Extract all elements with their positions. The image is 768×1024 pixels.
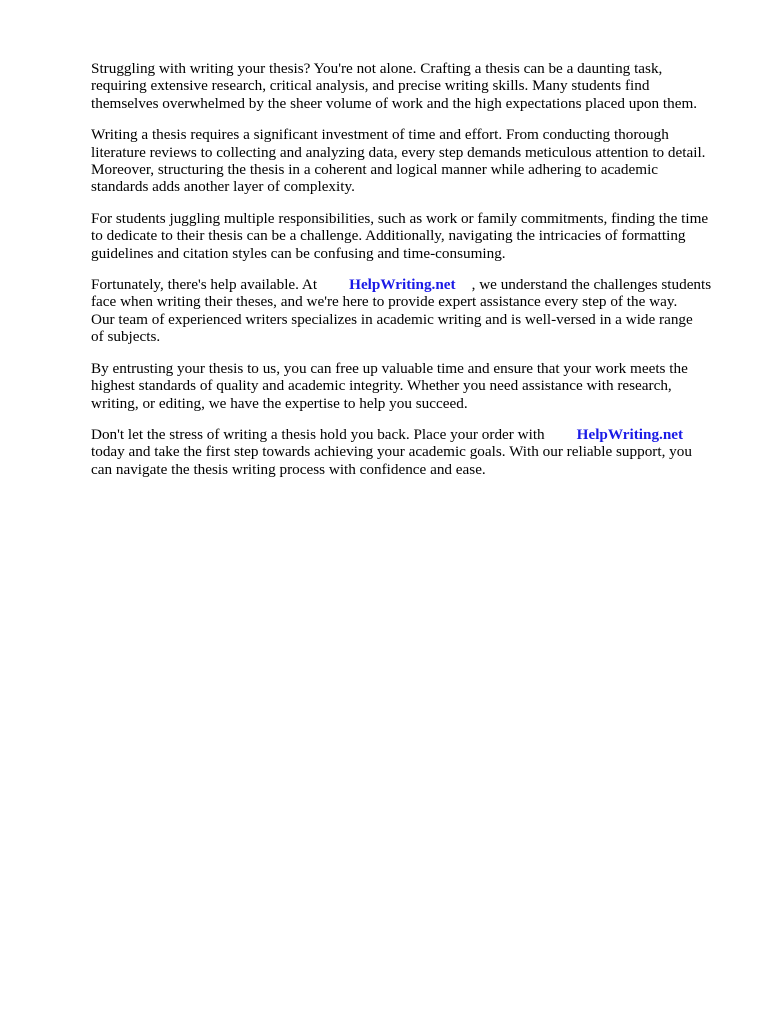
paragraph-help-available — [91, 276, 731, 346]
call-to-action-text-before: Don't let the stress of writing a thesis hold you back. Place your order with — [91, 425, 545, 443]
helpwriting-link-2[interactable]: HelpWriting.net — [576, 425, 684, 443]
paragraph-responsibilities: For students juggling multiple responsibilities, such as work or family commitments, finding the time to dedicate to their thesis can be a challenge. Additionally, navigating the intricacies of formatting guidelines and citation styles can be confusing and time-consuming. — [91, 209, 709, 262]
call-to-action-text-after: today and take the first step towards achieving your academic goals. With our reliable support, you can navigate the thesis writing process with confidence and ease. — [91, 443, 692, 478]
document-body — [91, 60, 731, 492]
helpwriting-link-1[interactable]: HelpWriting.net — [349, 276, 456, 294]
paragraph-investment: Writing a thesis requires a significant investment of time and effort. From conducting thorough literature reviews to collecting and analyzing data, every step demands meticulous attention to detail. Moreover, structuring the thesis in a coherent and logical manner while adhering to academic standards adds another layer of complexity. — [91, 126, 706, 196]
help-available-text-after: , we understand the challenges students face when writing their theses, and we're here to provide expert assistance every step of the way. Our team of experienced writers specializes in academic writing and is well-versed in a wide range of subjects. — [91, 276, 712, 346]
paragraph-entrusting: By entrusting your thesis to us, you can free up valuable time and ensure that your work meets the highest standards of quality and academic integrity. Whether you need assistance with research, writing, or editing, we have the expertise to help you succeed. — [91, 359, 688, 412]
paragraph-call-to-action — [91, 426, 731, 478]
paragraph-intro: Struggling with writing your thesis? You're not alone. Crafting a thesis can be a daunting task, requiring extensive research, critical analysis, and precise writing skills. Many students find themselves overwhelmed by the sheer volume of work and the high expectations placed upon them. — [91, 60, 698, 112]
help-available-text-before: Fortunately, there's help available. At — [91, 276, 318, 294]
